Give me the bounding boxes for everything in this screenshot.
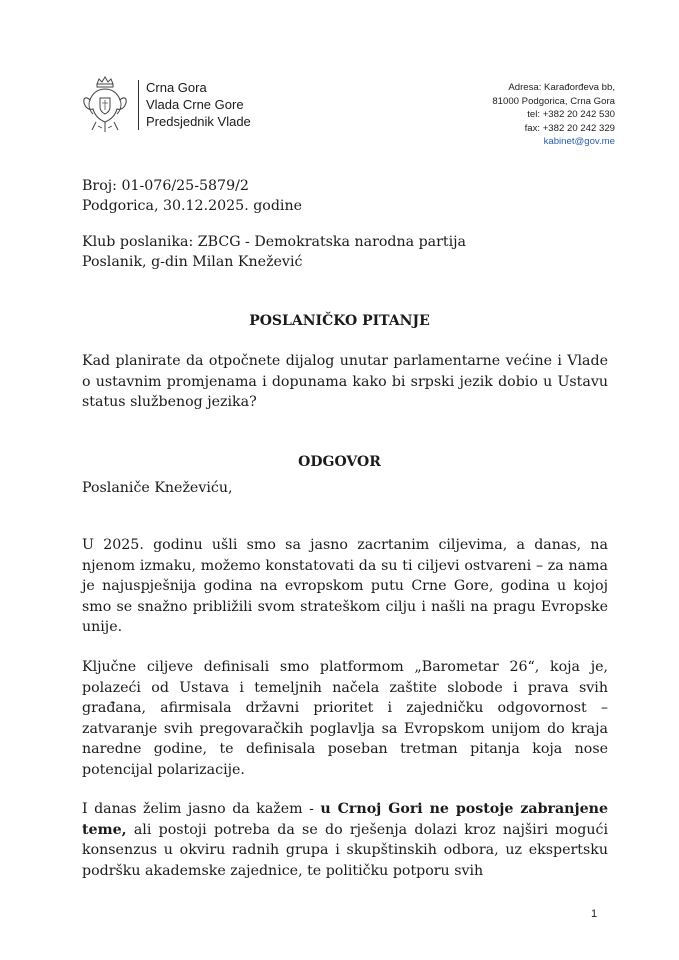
phone: tel: +382 20 242 530 <box>527 109 615 121</box>
salutation: Poslaniče Kneževiću, <box>82 480 233 496</box>
recipient-block <box>82 232 466 272</box>
question-title: POSLANIČKO PITANJE <box>249 313 430 329</box>
fax: fax: +382 20 242 329 <box>524 122 615 134</box>
montenegro-coat-of-arms-icon <box>80 76 130 134</box>
recipient-club: Klub poslanika: ZBCG - Demokratska narodna partija <box>82 234 467 250</box>
paragraph-3-bold: u Crnoj Gori ne postoje zabranjene teme, <box>82 801 608 838</box>
address-line-2: 81000 Podgorica, Crna Gora <box>492 95 615 107</box>
government-name: Vlada Crne Gore <box>146 97 244 112</box>
answer-paragraph-2: Ključne ciljeve definisali smo platformom „Barometar 26“, koja je, polazeći od Ustava i temeljnih načela zaštite slobode i prava svih građana, afirmisala državni prioritet i zajedničku odgovornost – zatvaranje svih pregovaračkih poglavlja sa Evropskom unijom do kraja naredne godine, te definisala poseban tretman pitanja koja nose potencijal polarizacije. <box>82 659 608 778</box>
place-date: Podgorica, 30.12.2025. godine <box>82 198 302 214</box>
institution-block <box>146 79 251 130</box>
answer-title: ODGOVOR <box>298 454 381 470</box>
paragraph-3-end: ali postoji potreba da se do rješenja dolazi kroz najširi mogući konsenzus u okviru radnih grupa i skupštinskih odbora, uz ekspertsku podršku akademske zajednice, te političku potporu svih <box>82 821 608 879</box>
answer-paragraph-3 <box>82 799 608 881</box>
contact-block <box>492 81 615 149</box>
header-divider <box>138 80 139 130</box>
address-line-1: Adresa: Karađorđeva bb, <box>508 82 615 93</box>
paragraph-3-start: I danas želim jasno da kažem - <box>82 801 321 817</box>
reference-block <box>82 176 302 216</box>
office-name: Predsjednik Vlade <box>146 114 251 129</box>
answer-paragraph-1: U 2025. godinu ušli smo sa jasno zacrtanim ciljevima, a danas, na njenom izmaku, možemo konstatovati da su ti ciljevi ostvareni – za nama je najuspješnija godina na evropskom putu Crne Gore, godina u kojoj smo se snažno približili svom strateškom cilju i našli na pragu Evropske unije. <box>82 537 608 635</box>
page-number: 1 <box>591 908 598 920</box>
recipient-mp: Poslanik, g-din Milan Knežević <box>82 254 303 270</box>
email-link[interactable]: kabinet@gov.me <box>543 136 615 148</box>
question-text: Kad planirate da otpočnete dijalog unutar parlamentarne većine i Vlade o ustavnim promjenama i dopunama kako bi srpski jezik dobio u Ustavu status službenog jezika? <box>82 353 608 410</box>
country-name: Crna Gora <box>146 80 207 95</box>
reference-number: Broj: 01-076/25-5879/2 <box>82 178 249 194</box>
